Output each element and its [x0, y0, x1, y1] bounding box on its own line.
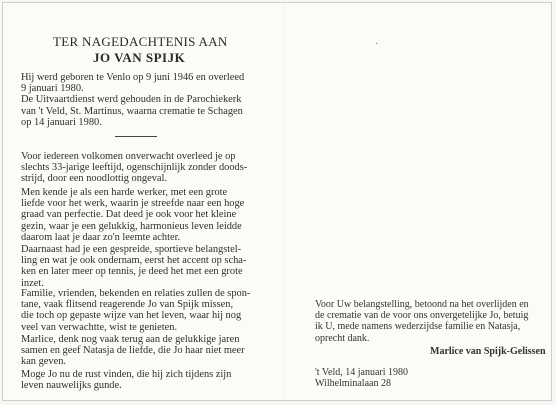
thanks-line: oprecht dank.: [315, 332, 370, 344]
body-line: graad van perfectie. Dat deed je ook voor het kleine: [21, 209, 237, 221]
thanks-line: ik U, mede namens wederzijdse familie en Natasja,: [315, 321, 521, 333]
body-line: gezin, waar je een gelukkig, harmonieus leven leidde: [21, 220, 242, 232]
print-mark: ·: [375, 39, 379, 50]
intro-line: Hij werd geboren te Venlo op 9 juni 1946 en overleed: [21, 72, 245, 83]
deceased-name: JO VAN SPIJK: [93, 50, 186, 65]
paragraph-2: [21, 187, 283, 243]
memorial-card: [2, 2, 552, 401]
signature: Marlice van Spijk-Gelissen: [430, 346, 546, 357]
separator-line: [115, 136, 157, 137]
body-line: kan geven.: [21, 356, 67, 368]
body-line: daarom laat je daar zo'n leemte achter.: [21, 231, 181, 243]
body-line: ken en later meer op tennis, je deed het met een grote: [21, 266, 243, 278]
paragraph-5: [21, 334, 283, 368]
card-fold: [284, 3, 285, 400]
body-line: veel van verwachtte, wist te genieten.: [21, 321, 178, 333]
body-line: strijd, door een noodlottig ongeval.: [21, 173, 168, 185]
body-line: liefde voor het werk, waarin je streefde naar een hoge: [21, 198, 245, 210]
paragraph-3: [21, 244, 283, 289]
paragraph-1: [21, 151, 283, 185]
thanks-block: [315, 299, 547, 344]
intro-line: van 't Veld, St. Martinus, waarna crematie te Schagen: [21, 105, 243, 117]
body-line: leven nauwelijks gunde.: [21, 380, 122, 392]
paragraph-6: [21, 369, 283, 391]
body-line: ling en wat je ook ondernam, eerst het accent op scha-: [21, 255, 247, 267]
body-line: Daarnaast had je een gespreide, sportieve belangstel-: [21, 244, 242, 255]
place-address: [315, 367, 408, 389]
intro-block: [21, 72, 283, 128]
place-date: 't Veld, 14 januari 1980: [315, 367, 408, 378]
body-line: slechts 33-jarige leeftijd, ogenschijnlijk zonder doods-: [21, 162, 248, 174]
body-line: inzet.: [21, 277, 44, 289]
body-line: Voor iedereen volkomen onverwacht overleed je op: [21, 151, 236, 162]
body-line: samen en geef Natasja de liefde, die Jo haar niet meer: [21, 345, 245, 357]
intro-line: De Uitvaartdienst werd gehouden in de Parochiekerk: [21, 94, 242, 106]
thanks-line: Voor Uw belangstelling, betoond na het overlijden en: [315, 299, 529, 310]
paragraph-4: [21, 288, 283, 333]
address: Wilhelminalaan 28: [315, 378, 391, 390]
intro-line: 9 januari 1980.: [21, 83, 84, 95]
memorial-title: TER NAGEDACHTENIS AAN: [53, 34, 228, 49]
intro-line: op 14 januari 1980.: [21, 116, 102, 128]
body-line: Familie, vrienden, bekenden en relaties zullen de spon-: [21, 288, 251, 299]
body-line: tane, vaak flitsend reagerende Jo van Spijk missen,: [21, 299, 234, 311]
thanks-line: de crematie van de voor ons onvergetelijke Jo, betuig: [315, 310, 529, 322]
body-line: die toch op gepaste wijze van het leven, waar hij nog: [21, 310, 242, 322]
body-line: Moge Jo nu de rust vinden, die hij zich tijdens zijn: [21, 369, 232, 380]
body-line: Marlice, denk nog vaak terug aan de gelukkige jaren: [21, 334, 240, 345]
body-line: Men kende je als een harde werker, met een grote: [21, 187, 228, 198]
